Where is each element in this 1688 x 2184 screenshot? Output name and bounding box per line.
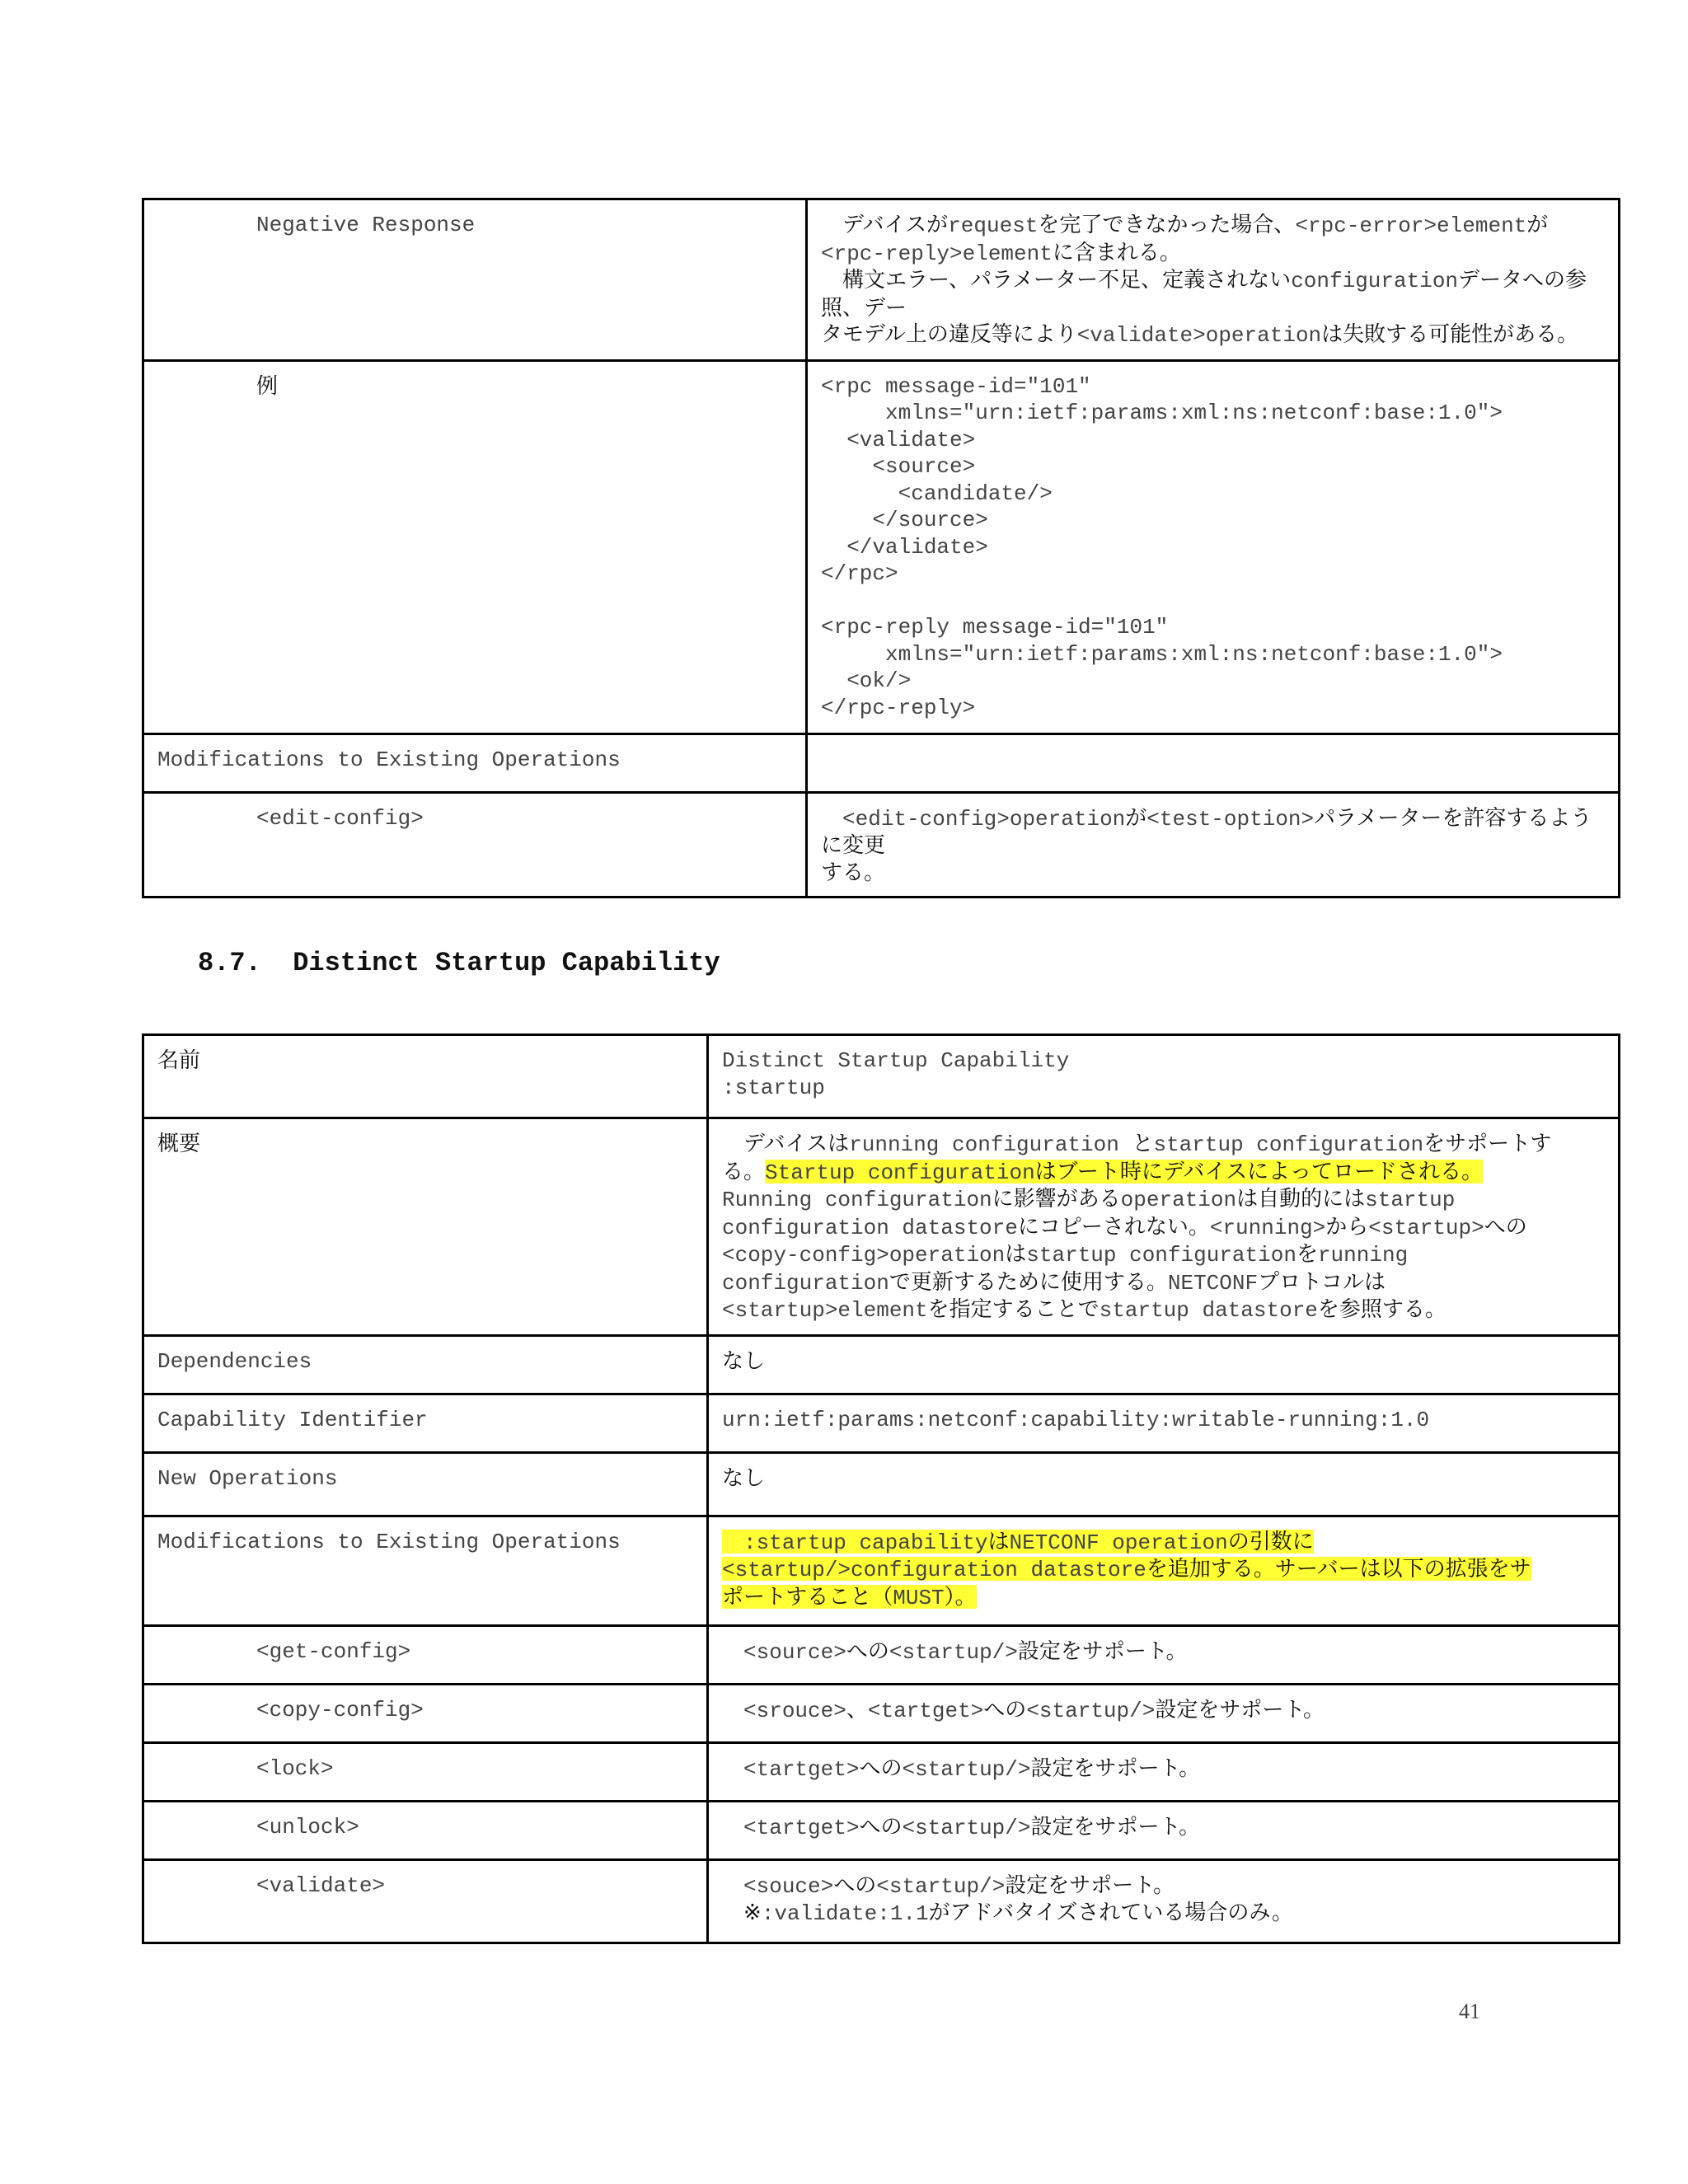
text-fragment: から <box>1325 1214 1369 1240</box>
text-fragment: startup datastore <box>1099 1298 1318 1323</box>
text-fragment: への <box>846 1638 889 1664</box>
row-label-name: 名前 <box>143 1035 708 1118</box>
text-fragment: <running> <box>1209 1215 1326 1240</box>
table-row <box>143 360 1620 733</box>
text-fragment: が <box>1125 805 1147 831</box>
text-fragment: Startup configuration <box>765 1160 1035 1185</box>
text-fragment: <copy-config>operation <box>722 1243 1006 1268</box>
text-fragment: <startup/> <box>902 1756 1031 1782</box>
row-label-validate: <validate> <box>143 1859 708 1943</box>
lock-text <box>708 1742 1620 1801</box>
text-fragment: <tartget> <box>867 1698 984 1723</box>
text-fragment: 構文エラー、パラメーター不足、定義されない <box>821 268 1292 293</box>
text-fragment: MUST <box>893 1585 945 1610</box>
text-fragment: ※ <box>722 1900 762 1925</box>
text-fragment: を完了できなかった場合、 <box>1038 213 1296 237</box>
text-fragment: running <box>1317 1243 1409 1268</box>
section-number: 8.7. <box>198 948 261 978</box>
text-fragment: にコピーされない。 <box>1017 1214 1210 1240</box>
table-row <box>143 1118 1620 1336</box>
table-row <box>143 792 1620 898</box>
text-fragment: は失敗する可能性がある。 <box>1321 322 1579 347</box>
section-heading <box>198 948 720 978</box>
text-fragment <box>722 1530 743 1554</box>
text-fragment: configuration datastore <box>722 1215 1018 1240</box>
get-config-text <box>708 1625 1620 1684</box>
text-fragment: startup <box>1365 1188 1456 1212</box>
row-label-edit-config: <edit-config> <box>143 792 807 898</box>
text-fragment: 設定をサポート。 <box>1030 1755 1201 1781</box>
unlock-text <box>708 1801 1620 1859</box>
row-label-get-config: <get-config> <box>143 1625 708 1684</box>
text-fragment <box>722 1639 743 1664</box>
text-fragment: <source> <box>743 1639 846 1665</box>
validate-text <box>708 1859 1620 1943</box>
row-label-lock: <lock> <box>143 1742 708 1801</box>
text-fragment: configuration <box>722 1270 889 1296</box>
page-number: 41 <box>1459 1999 1480 2023</box>
text-fragment: operation <box>1120 1188 1237 1212</box>
text-fragment: デバイスが <box>821 213 949 237</box>
text-fragment: ）。 <box>944 1584 977 1610</box>
table-row <box>143 1801 1620 1859</box>
section-title: Distinct Startup Capability <box>293 948 720 978</box>
negative-response-text <box>807 199 1620 361</box>
text-fragment: configuration <box>1291 269 1459 293</box>
table-row <box>143 1859 1620 1943</box>
dependencies-value: なし <box>708 1335 1620 1394</box>
text-fragment: データへの参照、デー <box>821 268 1587 321</box>
text-fragment: タモデル上の違反等により <box>821 322 1077 347</box>
table-row <box>143 1625 1620 1684</box>
name-value <box>708 1035 1620 1118</box>
text-fragment: <startup> <box>1368 1215 1484 1240</box>
text-fragment: を <box>1296 1242 1318 1267</box>
capability-identifier-value: urn:ietf:params:netconf:capability:writable-running:1.0 <box>708 1394 1620 1452</box>
text-fragment: る。 <box>722 1159 766 1184</box>
example-code-block: <rpc message-id="101" xmlns="urn:ietf:params:xml:ns:netconf:base:1.0"> <validate> <source> <candidate/> </source> </validate> </rpc> <rpc-reply message-id="101" xmlns="urn:ietf:params:xml:ns:netconf:base:1.0"> <ok/> </rpc-reply> <box>807 360 1620 733</box>
row-label-modifications: Modifications to Existing Operations <box>143 733 807 792</box>
text-fragment: をサポートす <box>1423 1132 1552 1156</box>
text-fragment: の引数に <box>1227 1529 1314 1554</box>
table-row <box>143 1742 1620 1801</box>
table-row <box>143 1035 1620 1118</box>
spec-table-startup <box>142 1033 1620 1944</box>
row-label-example: 例 <box>143 360 807 733</box>
text-fragment: <startup/> <box>1026 1698 1156 1723</box>
text-fragment: を参照する。 <box>1317 1297 1447 1322</box>
text-fragment: を追加する。サーバーは以下の拡張をサ <box>1146 1557 1531 1582</box>
row-label-modifications: Modifications to Existing Operations <box>143 1516 708 1625</box>
text-fragment: は自動的には <box>1236 1187 1366 1212</box>
row-label-overview: 概要 <box>143 1118 708 1336</box>
text-fragment: NETCONF operation <box>1009 1530 1228 1555</box>
text-fragment: request <box>948 213 1039 238</box>
text-fragment: は <box>987 1529 1010 1554</box>
text-fragment: への <box>983 1697 1027 1722</box>
text-fragment: は <box>1005 1242 1027 1267</box>
text-fragment: パラメーターを許容するように変更 <box>821 805 1592 858</box>
text-fragment: がアドバタイズされている場合のみ。 <box>928 1900 1293 1925</box>
row-label-dependencies: Dependencies <box>143 1335 708 1394</box>
row-label-copy-config: <copy-config> <box>143 1684 708 1742</box>
edit-config-text <box>807 792 1620 898</box>
text-fragment: はブート時にデバイスによってロードされる。 <box>1034 1159 1484 1184</box>
text-fragment: <startup/> <box>902 1815 1031 1840</box>
text-fragment: への <box>833 1872 877 1898</box>
text-fragment <box>722 1873 743 1898</box>
row-label-capability-identifier: Capability Identifier <box>143 1394 708 1452</box>
text-fragment: <startup/>configuration datastore <box>722 1558 1146 1582</box>
table-row <box>143 199 1620 361</box>
text-fragment: に影響がある <box>992 1187 1121 1212</box>
text-fragment: に含まれる。 <box>1052 240 1181 265</box>
text-fragment: :startup capability <box>743 1530 988 1555</box>
text-fragment: Running configuration <box>722 1188 992 1212</box>
text-fragment: 設定をサポート。 <box>1017 1638 1188 1664</box>
text-fragment: <validate>operation <box>1076 323 1322 348</box>
text-fragment: を指定することで <box>927 1297 1100 1322</box>
text-fragment: <srouce> <box>743 1698 846 1723</box>
text-fragment: <startup/> <box>889 1639 1018 1665</box>
text-fragment: が <box>1526 213 1549 237</box>
text-fragment: <startup/> <box>876 1873 1006 1899</box>
text-fragment <box>722 1815 743 1840</box>
text-fragment: 設定をサポート。 <box>1155 1697 1325 1722</box>
table-row <box>143 1516 1620 1625</box>
table-row <box>143 1335 1620 1394</box>
text-fragment: への <box>1484 1214 1527 1240</box>
text-fragment: ポートすること（ <box>722 1584 893 1610</box>
copy-config-text <box>708 1684 1620 1742</box>
text-fragment: startup configuration <box>1153 1132 1424 1157</box>
text-fragment: running configuration <box>849 1132 1132 1157</box>
text-fragment: への <box>859 1814 903 1840</box>
text-fragment: <edit-config>operation <box>842 806 1126 832</box>
text-fragment <box>722 1756 743 1781</box>
text-fragment: <tartget> <box>743 1815 860 1840</box>
overview-text <box>708 1118 1620 1336</box>
row-label-unlock: <unlock> <box>143 1801 708 1859</box>
text-fragment <box>722 1698 743 1722</box>
new-operations-value: なし <box>708 1452 1620 1516</box>
text-fragment: 設定をサポート。 <box>1030 1814 1201 1840</box>
table-row <box>143 1394 1620 1452</box>
text-fragment: <rpc-reply>element <box>821 241 1053 266</box>
modifications-text <box>708 1516 1620 1625</box>
text-fragment: プロトコルは <box>1258 1269 1386 1295</box>
text-fragment: 設定をサポート。 <box>1005 1872 1175 1898</box>
text-fragment: と <box>1132 1132 1154 1156</box>
modifications-value <box>807 733 1620 792</box>
table-row <box>143 1452 1620 1516</box>
text-fragment: <rpc-error>element <box>1295 213 1527 238</box>
text-fragment: :startup <box>722 1075 825 1100</box>
text-fragment: <test-option> <box>1146 806 1315 832</box>
table-row <box>143 1684 1620 1742</box>
text-fragment: への <box>859 1755 903 1781</box>
text-fragment: :validate:1.1 <box>761 1901 929 1926</box>
text-fragment <box>821 806 842 831</box>
text-fragment: <startup>element <box>722 1298 928 1323</box>
text-fragment: デバイスは <box>722 1132 850 1156</box>
text-fragment: 、 <box>846 1697 868 1722</box>
text-fragment: <tartget> <box>743 1756 860 1782</box>
text-fragment: <souce> <box>743 1873 834 1899</box>
text-fragment: Distinct Startup Capability <box>722 1048 1070 1073</box>
text-fragment: する。 <box>821 860 886 885</box>
text-fragment: で更新するために使用する。 <box>889 1269 1168 1295</box>
row-label-negative-response: Negative Response <box>143 199 807 361</box>
text-fragment: startup configuration <box>1026 1243 1296 1268</box>
table-row <box>143 733 1620 792</box>
spec-table-validate <box>142 198 1620 898</box>
row-label-new-operations: New Operations <box>143 1452 708 1516</box>
text-fragment: NETCONF <box>1167 1270 1259 1296</box>
